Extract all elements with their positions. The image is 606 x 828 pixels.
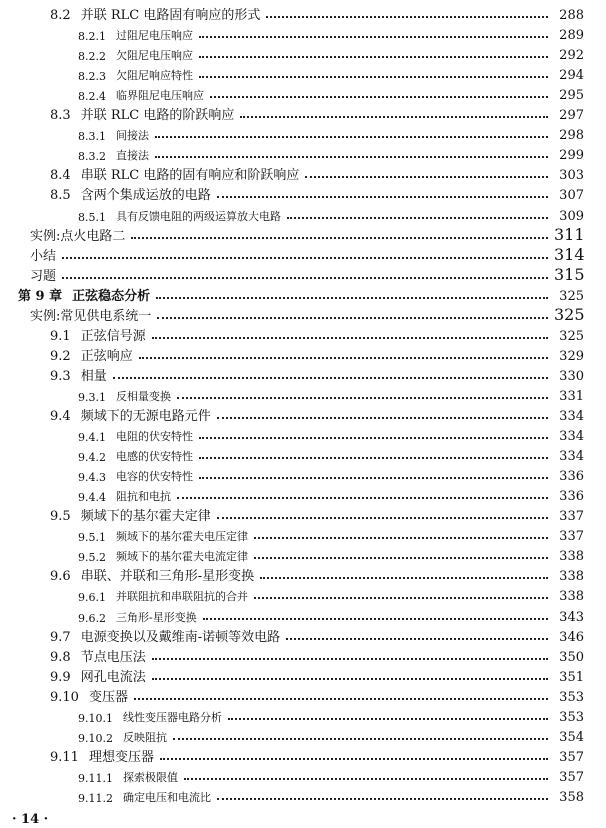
toc-entry-title: 习题 (30, 268, 57, 284)
toc-entry-number: 9.10.2 (78, 731, 113, 745)
toc-entry-title: 正弦信号源 (80, 328, 146, 344)
toc-entry-page: 329 (559, 348, 584, 364)
leader-dots (260, 577, 548, 579)
toc-entry-page: 294 (559, 68, 584, 84)
toc-entry-title: 含两个集成运放的电路 (80, 188, 211, 204)
leader-dots (155, 156, 548, 158)
toc-entry-title: 实例:常见供电系统一 (30, 308, 152, 324)
toc-entry-page: 336 (559, 489, 584, 505)
leader-dots (177, 397, 548, 399)
toc-entry-number: 9.3 (50, 368, 71, 384)
toc-entry-number: 8.2.1 (78, 30, 106, 44)
toc-entry-number: 9.11.2 (78, 791, 113, 805)
toc-entry[interactable] (50, 404, 584, 424)
toc-entry-title: 并联 RLC 电路的阶跃响应 (80, 108, 235, 124)
toc-entry-title: 频域下的基尔霍夫电压定律 (116, 530, 248, 544)
toc-entry-title: 电源变换以及戴维南-诺顿等效电路 (80, 629, 281, 645)
toc-entry-number: 9.3.1 (78, 390, 106, 404)
leader-dots (139, 357, 548, 359)
toc-entry-page: 315 (554, 264, 585, 284)
toc-entry-title: 欠阻尼电压响应 (116, 49, 193, 63)
toc-entry-number: 8.2.2 (78, 50, 106, 64)
toc-entry[interactable] (30, 304, 584, 324)
toc-entry-title: 过阻尼电压响应 (116, 29, 193, 43)
toc-entry-page: 295 (559, 88, 584, 104)
leader-dots (177, 497, 548, 499)
toc-entry-number: 9.4.3 (78, 471, 106, 485)
toc-entry-page: 354 (559, 729, 584, 745)
toc-entry[interactable] (78, 725, 584, 745)
toc-entry-number: 9.4.2 (78, 451, 106, 465)
toc-entry[interactable] (78, 63, 584, 83)
toc-entry-number: 8.5 (50, 188, 71, 204)
leader-dots (217, 798, 548, 800)
toc-entry[interactable] (50, 103, 584, 123)
toc-entry-page: 309 (559, 208, 584, 224)
toc-entry-title: 临界阻尼电压响应 (116, 89, 204, 103)
toc-entry-title: 探索极限值 (123, 770, 178, 784)
toc-entry[interactable] (78, 444, 584, 464)
toc-entry-page: 297 (559, 108, 584, 124)
toc-entry-title: 并联阻抗和串联阻抗的合并 (116, 590, 248, 604)
toc-entry[interactable] (78, 464, 584, 484)
toc-entry-title: 节点电压法 (80, 649, 146, 665)
toc-entry-title: 实例:点火电路二 (30, 228, 126, 244)
toc-entry[interactable] (78, 484, 584, 504)
toc-entry-page: 325 (554, 304, 585, 324)
toc-entry-number: 9.4 (50, 409, 71, 424)
leader-dots (62, 277, 548, 279)
toc-entry-title: 电阻的伏安特性 (116, 430, 193, 444)
toc-entry[interactable] (78, 23, 584, 43)
leader-dots (152, 678, 548, 680)
page-number: · 14 · (12, 812, 49, 827)
toc-entry[interactable] (50, 364, 584, 384)
leader-dots (173, 738, 548, 740)
leader-dots (203, 618, 548, 620)
toc-entry-title: 欠阻尼响应特性 (116, 69, 193, 83)
toc-entry-number: 9.11 (50, 749, 79, 765)
toc-entry[interactable] (50, 564, 584, 584)
toc-entry-number: 9.2 (50, 348, 71, 364)
toc-entry-number: 8.3.1 (78, 130, 106, 144)
toc-entry-title: 反相量变换 (116, 389, 171, 403)
toc-entry-title: 频域下的无源电路元件 (80, 409, 211, 424)
toc-entry-number: 8.2.3 (78, 70, 106, 84)
toc-entry[interactable] (78, 204, 584, 224)
toc-entry[interactable] (78, 705, 584, 725)
leader-dots (199, 36, 548, 38)
toc-entry-page: 358 (559, 789, 584, 805)
toc-entry[interactable] (50, 685, 584, 705)
toc-entry-page: 338 (559, 569, 584, 585)
toc-entry-number: 9.6.1 (78, 591, 106, 605)
toc-entry-page: 350 (559, 649, 584, 665)
toc-entry-number: 9.1 (50, 328, 71, 344)
toc-entry[interactable] (78, 584, 584, 604)
toc-entry[interactable] (50, 163, 584, 183)
toc-entry[interactable] (50, 324, 584, 344)
leader-dots (152, 337, 548, 339)
toc-entry-title: 确定电压和电流比 (123, 790, 211, 804)
toc-entry-number: 8.5.1 (78, 210, 106, 224)
toc-entry-page: 337 (559, 509, 584, 525)
toc-entry-page: 314 (554, 244, 585, 264)
toc-entry-title: 具有反馈电阻的两级运算放大电路 (116, 209, 281, 223)
leader-dots (287, 217, 548, 219)
toc-entry-page: 334 (559, 449, 584, 465)
toc-entry[interactable] (30, 244, 584, 264)
toc-entry-title: 频域下的基尔霍夫电流定律 (116, 550, 248, 564)
toc-entry[interactable] (50, 625, 584, 645)
toc-entry[interactable] (78, 544, 584, 564)
toc-entry-page: 357 (559, 749, 584, 765)
toc-entry[interactable] (50, 3, 584, 23)
toc-entry-page: 330 (559, 368, 584, 384)
toc-entry-page: 299 (559, 148, 584, 164)
toc-entry-page: 325 (559, 328, 584, 344)
leader-dots (217, 417, 548, 419)
toc-entry[interactable] (78, 384, 584, 404)
toc-entry-number: 8.3 (50, 108, 71, 124)
leader-dots (131, 237, 548, 239)
toc-entry-number: 9.6.2 (78, 611, 106, 625)
toc-entry[interactable] (50, 745, 584, 765)
toc-entry[interactable] (50, 504, 584, 524)
toc-entry[interactable] (78, 524, 584, 544)
toc-entry-page: 311 (554, 224, 585, 244)
toc-entry-number: 9.4.4 (78, 491, 106, 505)
toc-entry-page: 346 (559, 629, 584, 645)
toc-entry-page: 337 (559, 529, 584, 545)
toc-entry-number: 9.10.1 (78, 711, 113, 725)
leader-dots (199, 56, 548, 58)
toc-entry-title: 间接法 (116, 129, 149, 143)
leader-dots (217, 196, 548, 198)
toc-entry-page: 357 (559, 769, 584, 785)
toc-entry-title: 反映阻抗 (123, 730, 167, 744)
toc-entry-title: 直接法 (116, 149, 149, 163)
toc-entry[interactable] (30, 224, 584, 244)
toc-entry-title: 串联、并联和三角形-星形变换 (80, 569, 255, 585)
leader-dots (160, 758, 548, 760)
leader-dots (254, 537, 548, 539)
toc-entry-title: 电容的伏安特性 (116, 470, 193, 484)
toc-entry[interactable] (30, 264, 584, 284)
toc-entry-page: 292 (559, 48, 584, 64)
leader-dots (199, 457, 548, 459)
toc-entry-page: 289 (559, 28, 584, 44)
toc-entry[interactable] (78, 83, 584, 103)
toc-entry-page: 331 (559, 388, 584, 404)
leader-dots (228, 718, 548, 720)
leader-dots (210, 96, 548, 98)
toc-entry-title: 频域下的基尔霍夫定律 (80, 509, 211, 525)
toc-entry-title: 变压器 (88, 689, 128, 705)
toc-entry-number: 8.2 (50, 8, 71, 23)
leader-dots (199, 437, 548, 439)
toc-entry-number: 8.3.2 (78, 150, 106, 164)
toc-entry-page: 334 (559, 429, 584, 445)
toc-entry-title: 小结 (30, 248, 57, 264)
toc-entry-page: 353 (559, 709, 584, 725)
toc-entry-number: 9.5.2 (78, 551, 106, 565)
toc-entry[interactable] (50, 183, 584, 203)
toc-entry-title: 网孔电流法 (80, 669, 146, 685)
toc-entry-number: 9.7 (50, 629, 71, 645)
toc-entry-page: 338 (559, 549, 584, 565)
leader-dots (113, 377, 548, 379)
toc-entry-title: 正弦稳态分析 (72, 288, 151, 304)
toc-entry-title: 阻抗和电抗 (116, 490, 171, 504)
toc-entry-title: 理想变压器 (88, 749, 154, 765)
toc-entry-number: 8.2.4 (78, 90, 106, 104)
leader-dots (254, 557, 548, 559)
toc-entry-title: 并联 RLC 电路固有响应的形式 (80, 8, 261, 23)
leader-dots (152, 658, 548, 660)
toc-entry-title: 相量 (80, 368, 107, 384)
toc-entry-number: 9.9 (50, 669, 71, 685)
leader-dots (266, 16, 548, 18)
toc-entry[interactable] (50, 665, 584, 685)
toc-entry-page: 298 (559, 128, 584, 144)
leader-dots (286, 638, 548, 640)
toc-entry-title: 线性变压器电路分析 (123, 710, 222, 724)
toc-entry-page: 288 (559, 8, 584, 23)
toc-entry-number: 8.4 (50, 168, 71, 184)
toc-entry-title: 电感的伏安特性 (116, 450, 193, 464)
toc-entry-page: 353 (559, 689, 584, 705)
toc-entry-page: 336 (559, 469, 584, 485)
toc-entry-number: 9.11.1 (78, 771, 113, 785)
toc-entry-title: 正弦响应 (80, 348, 133, 364)
toc-entry-number: 9.5.1 (78, 531, 106, 545)
toc-entry-page: 343 (559, 609, 584, 625)
toc-entry[interactable] (50, 645, 584, 665)
leader-dots (134, 698, 548, 700)
toc-entry-number: 9.4.1 (78, 431, 106, 445)
toc-entry[interactable] (78, 765, 584, 785)
leader-dots (184, 778, 548, 780)
toc-entry-number: 第 9 章 (18, 288, 63, 304)
leader-dots (305, 176, 548, 178)
leader-dots (62, 257, 548, 259)
toc-entry-number: 9.10 (50, 689, 79, 705)
toc-entry[interactable] (50, 344, 584, 364)
leader-dots (199, 76, 548, 78)
toc-entry[interactable] (78, 785, 584, 805)
leader-dots (254, 597, 548, 599)
toc-entry-number: 9.6 (50, 569, 71, 585)
leader-dots (156, 297, 548, 299)
toc-entry-title: 串联 RLC 电路的固有响应和阶跃响应 (80, 168, 300, 184)
toc-entry[interactable] (78, 143, 584, 163)
toc-entry[interactable] (18, 284, 584, 304)
leader-dots (217, 517, 548, 519)
toc-entry-page: 351 (559, 669, 584, 685)
toc-entry-page: 334 (559, 409, 584, 424)
toc-entry[interactable] (78, 43, 584, 63)
leader-dots (240, 116, 548, 118)
toc-entry[interactable] (78, 605, 584, 625)
leader-dots (157, 317, 548, 319)
toc-entry-number: 9.5 (50, 509, 71, 525)
leader-dots (199, 477, 548, 479)
toc-entry-page: 303 (559, 168, 584, 184)
leader-dots (155, 136, 548, 138)
toc-entry-page: 307 (559, 188, 584, 204)
toc-entry-number: 9.8 (50, 649, 71, 665)
toc-entry-title: 三角形-星形变换 (116, 610, 197, 624)
toc-entry[interactable] (78, 424, 584, 444)
toc-entry[interactable] (78, 123, 584, 143)
toc-entry-page: 325 (559, 288, 584, 304)
toc-entry-page: 338 (559, 589, 584, 605)
